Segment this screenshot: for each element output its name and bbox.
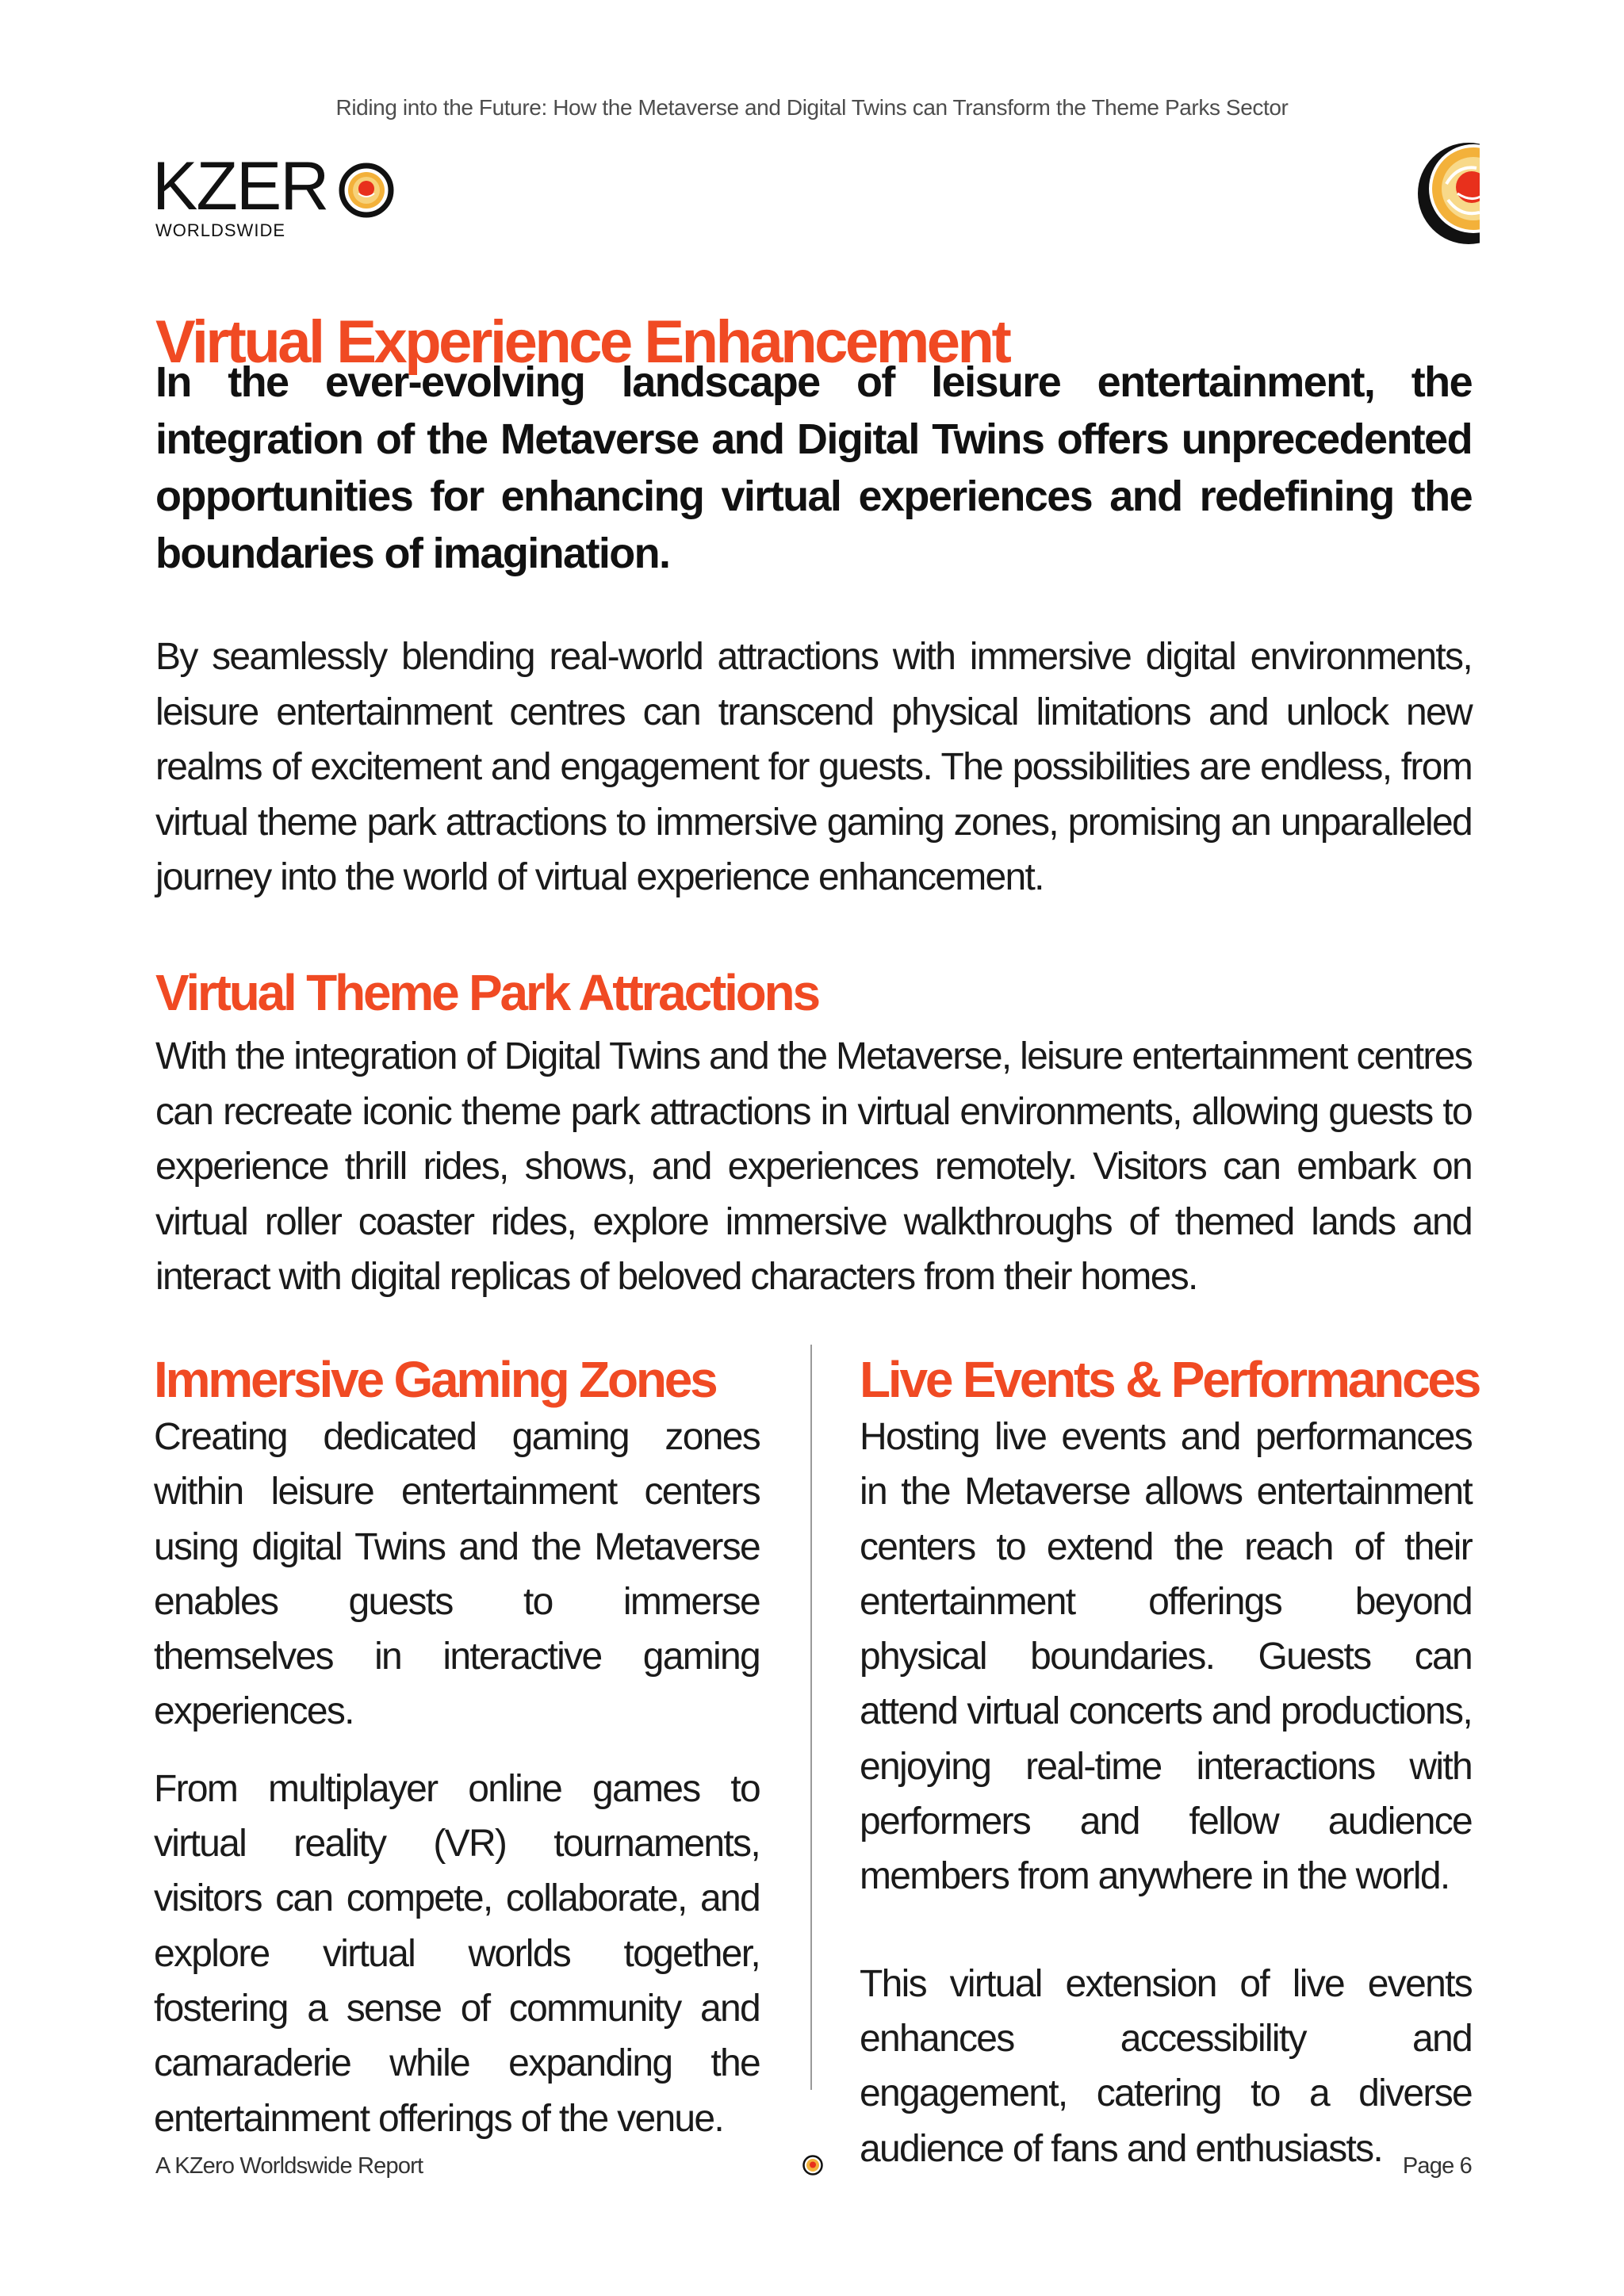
heading-gaming-zones: Immersive Gaming Zones (154, 1351, 716, 1408)
gaming-column (154, 1349, 760, 2146)
page-title: Virtual Experience Enhancement (155, 308, 1009, 376)
paragraph-spacer (860, 1904, 1472, 1957)
heading-live-events: Live Events & Performances (860, 1351, 1480, 1408)
page-number: Page 6 (1402, 2153, 1472, 2179)
theme-park-paragraph: With the integration of Digital Twins and the Metaverse, leisure entertainment centres can recreate iconic theme park attractions in virtual environments, allowing guests to experience thrill rides, shows, and experiences remotely. Visitors can embark on virtual roller coaster rides, explore immersive walkthroughs of themed lands and interact with digital replicas of beloved characters from their homes. (155, 1035, 1472, 1298)
intro-paragraph: By seamlessly blending real-world attractions with immersive digital environments, leisure entertainment centres can transcend physical limitations and unlock new realms of excitement and engagement for guests. The possibilities are endless, from virtual theme park attractions to immersive gaming zones, promising an unparalleled journey into the world of virtual experience enhancement. (155, 636, 1472, 898)
logo-wordmark: KZER (152, 148, 328, 224)
paragraph-spacer (154, 1739, 760, 1762)
footer-report-label: A KZero Worldswide Report (155, 2153, 423, 2179)
running-header: Riding into the Future: How the Metaverse and Digital Twins can Transform the Theme Parks Sector (335, 95, 1289, 120)
live-events-paragraph-1: Hosting live events and performances in the Metaverse allows entertainment centers to extend the reach of their entertainment offerings beyond physical boundaries. Guests can attend virtual concerts and productions, enjoying real-time interactions with performers and fellow audience members from anywhere in the world. (860, 1416, 1472, 1898)
kzero-logo (152, 148, 406, 240)
lead-paragraph: In the ever-evolving landscape of leisure entertainment, the integration of the Metaverse and Digital Twins offers unprecedented opportunities for enhancing virtual experiences and redefining the boundaries of imagination. (155, 358, 1472, 577)
column-divider (810, 1345, 812, 2090)
logo-subtitle: WORLDSWIDE (155, 220, 285, 240)
logo-o-icon (338, 162, 395, 219)
gaming-paragraph-2: From multiplayer online games to virtual reality (VR) tournaments, visitors can compete, collaborate, and explore virtual worlds together, fostering a sense of community and camaraderie while expanding the entertainment offerings of the venue. (154, 1767, 760, 2140)
gaming-paragraph-1: Creating dedicated gaming zones within leisure entertainment centers using digital Twins and the Metaverse enables guests to immerse themselves in interactive gaming experiences. (154, 1416, 760, 1733)
live-events-column (860, 1349, 1480, 2176)
live-events-paragraph-2: This virtual extension of live events enhances accessibility and engagement, catering to a diverse audience of fans and enthusiasts. (860, 1962, 1472, 2170)
emblem-icon (1385, 141, 1480, 249)
heading-theme-park: Virtual Theme Park Attractions (155, 964, 818, 1021)
footer-logo-icon (802, 2155, 823, 2175)
